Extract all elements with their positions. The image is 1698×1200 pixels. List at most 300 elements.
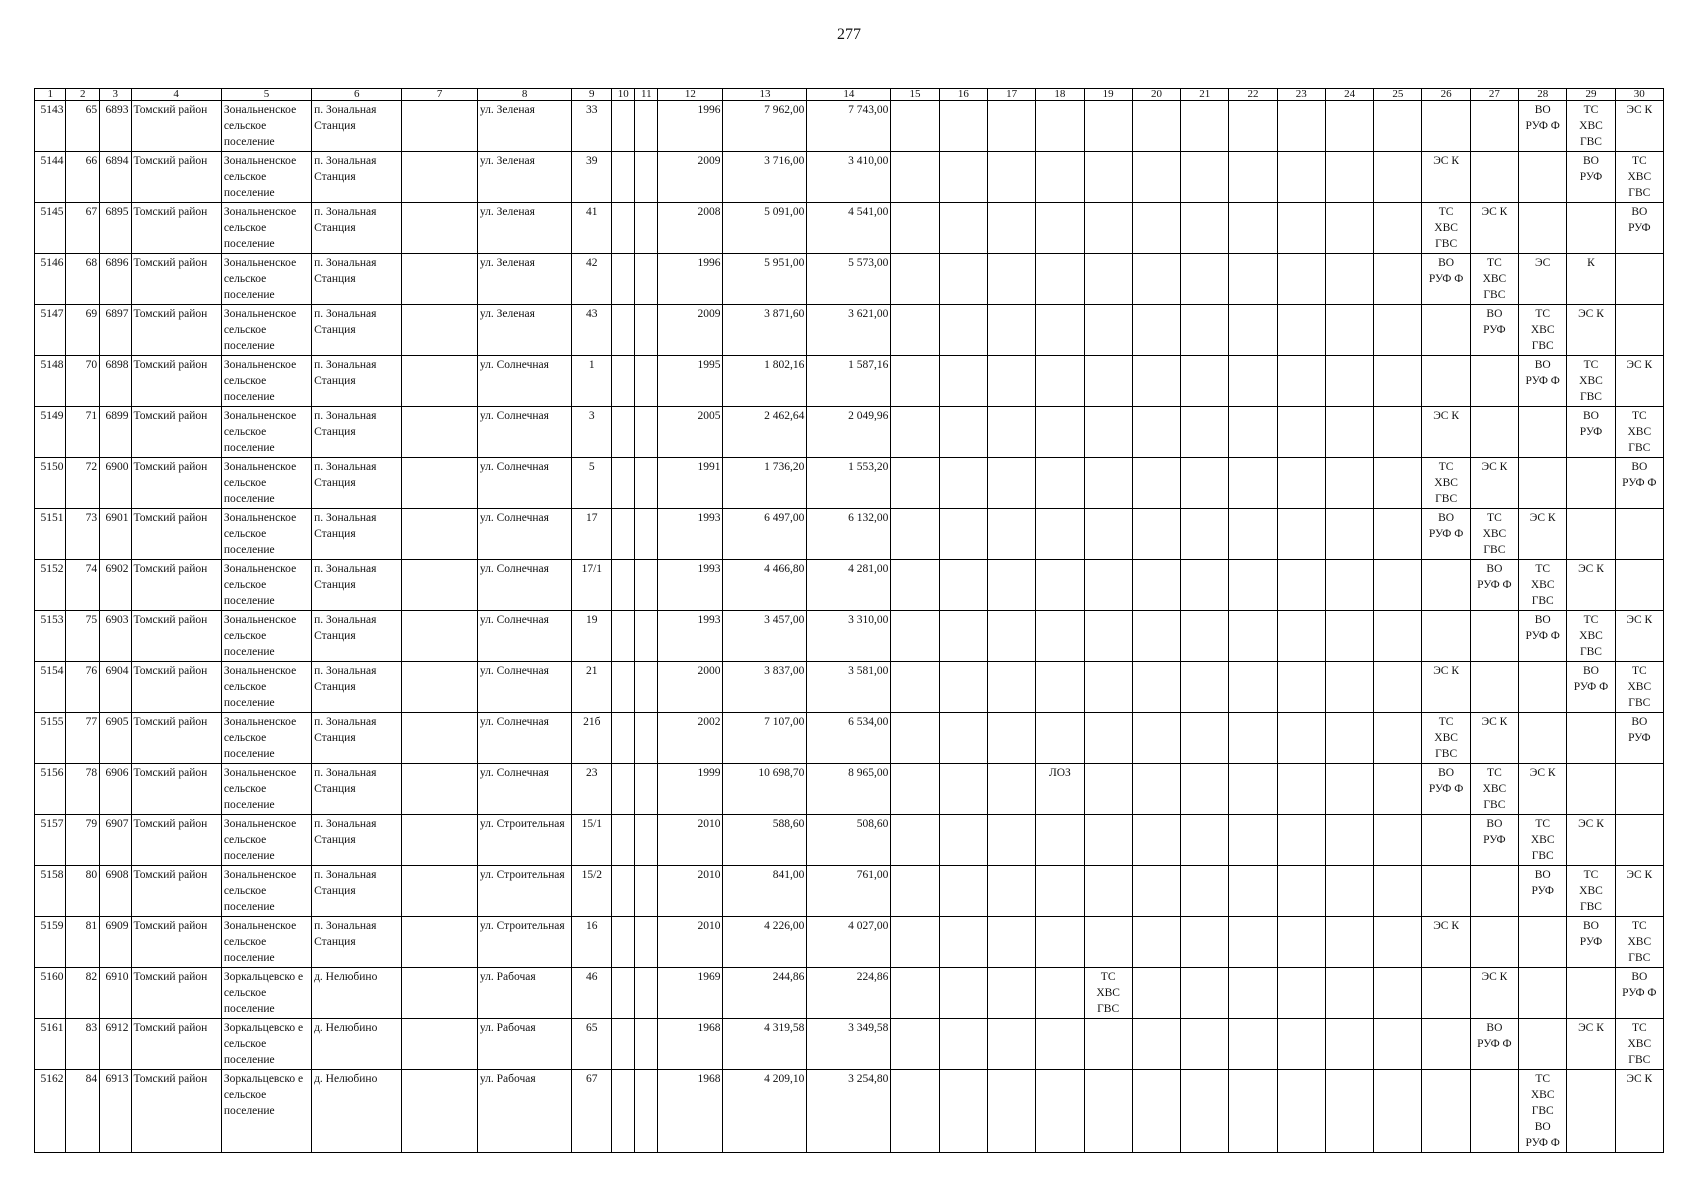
cell-col-19 [1084, 713, 1132, 764]
cell-col-1: 5151 [35, 509, 66, 560]
cell-col-22 [1229, 1019, 1277, 1070]
cell-col-24 [1325, 407, 1373, 458]
cell-col-21 [1181, 1019, 1229, 1070]
cell-col-19 [1084, 203, 1132, 254]
cell-col-27: ВО РУФ Ф [1470, 560, 1518, 611]
cell-col-13: 3 871,60 [723, 305, 807, 356]
cell-col-8: ул. Солнечная [477, 764, 571, 815]
cell-col-9: 42 [572, 254, 612, 305]
cell-col-4: Томский район [131, 815, 221, 866]
cell-col-17 [987, 764, 1035, 815]
cell-col-10 [612, 815, 635, 866]
cell-col-20 [1132, 152, 1180, 203]
cell-col-10 [612, 254, 635, 305]
cell-col-6: п. Зональная Станция [312, 713, 402, 764]
cell-col-14: 7 743,00 [807, 101, 891, 152]
cell-col-18 [1036, 203, 1084, 254]
cell-col-25 [1374, 611, 1422, 662]
cell-col-4: Томский район [131, 101, 221, 152]
cell-col-30: ЭС К [1615, 101, 1663, 152]
cell-col-7 [402, 203, 478, 254]
table-row [35, 560, 1664, 611]
cell-col-10 [612, 713, 635, 764]
cell-col-17 [987, 305, 1035, 356]
cell-col-7 [402, 356, 478, 407]
cell-col-17 [987, 152, 1035, 203]
cell-col-26 [1422, 611, 1470, 662]
cell-col-2: 81 [66, 917, 100, 968]
cell-col-8: ул. Зеленая [477, 203, 571, 254]
cell-col-20 [1132, 1019, 1180, 1070]
cell-col-6: п. Зональная Станция [312, 917, 402, 968]
column-header-18: 18 [1036, 89, 1084, 101]
cell-col-26: ВО РУФ Ф [1422, 509, 1470, 560]
cell-col-21 [1181, 713, 1229, 764]
cell-col-23 [1277, 764, 1325, 815]
cell-col-20 [1132, 866, 1180, 917]
cell-col-20 [1132, 203, 1180, 254]
cell-col-30: ТС ХВС ГВС [1615, 662, 1663, 713]
cell-col-11 [635, 1070, 658, 1153]
cell-col-13: 5 951,00 [723, 254, 807, 305]
cell-col-15 [891, 407, 939, 458]
column-header-12: 12 [658, 89, 723, 101]
cell-col-15 [891, 101, 939, 152]
cell-col-29 [1567, 764, 1615, 815]
cell-col-10 [612, 866, 635, 917]
cell-col-29 [1567, 203, 1615, 254]
cell-col-25 [1374, 356, 1422, 407]
table-row [35, 662, 1664, 713]
cell-col-20 [1132, 764, 1180, 815]
cell-col-23 [1277, 917, 1325, 968]
cell-col-1: 5148 [35, 356, 66, 407]
cell-col-8: ул. Солнечная [477, 662, 571, 713]
cell-col-17 [987, 866, 1035, 917]
cell-col-23 [1277, 1070, 1325, 1153]
cell-col-15 [891, 611, 939, 662]
cell-col-6: п. Зональная Станция [312, 458, 402, 509]
cell-col-5: Зональненское сельское поселение [221, 254, 311, 305]
cell-col-8: ул. Рабочая [477, 968, 571, 1019]
cell-col-26: ЭС К [1422, 917, 1470, 968]
table-row [35, 458, 1664, 509]
cell-col-13: 588,60 [723, 815, 807, 866]
cell-col-15 [891, 764, 939, 815]
cell-col-18 [1036, 611, 1084, 662]
cell-col-27 [1470, 407, 1518, 458]
column-header-16: 16 [939, 89, 987, 101]
cell-col-16 [939, 101, 987, 152]
cell-col-10 [612, 152, 635, 203]
cell-col-23 [1277, 866, 1325, 917]
cell-col-29: ВО РУФ [1567, 917, 1615, 968]
cell-col-13: 4 466,80 [723, 560, 807, 611]
cell-col-21 [1181, 866, 1229, 917]
cell-col-12: 1993 [658, 509, 723, 560]
cell-col-21 [1181, 815, 1229, 866]
cell-col-17 [987, 662, 1035, 713]
column-header-20: 20 [1132, 89, 1180, 101]
cell-col-11 [635, 101, 658, 152]
cell-col-3: 6913 [100, 1070, 131, 1153]
cell-col-1: 5153 [35, 611, 66, 662]
cell-col-7 [402, 1019, 478, 1070]
cell-col-5: Зональненское сельское поселение [221, 509, 311, 560]
cell-col-19 [1084, 407, 1132, 458]
cell-col-4: Томский район [131, 458, 221, 509]
cell-col-2: 78 [66, 764, 100, 815]
cell-col-29: К [1567, 254, 1615, 305]
cell-col-17 [987, 458, 1035, 509]
cell-col-2: 76 [66, 662, 100, 713]
cell-col-21 [1181, 611, 1229, 662]
cell-col-15 [891, 1019, 939, 1070]
cell-col-15 [891, 152, 939, 203]
cell-col-16 [939, 458, 987, 509]
cell-col-8: ул. Рабочая [477, 1019, 571, 1070]
cell-col-25 [1374, 305, 1422, 356]
cell-col-4: Томский район [131, 560, 221, 611]
cell-col-28: ЭС К [1519, 764, 1567, 815]
cell-col-3: 6910 [100, 968, 131, 1019]
cell-col-29 [1567, 1070, 1615, 1153]
cell-col-6: п. Зональная Станция [312, 203, 402, 254]
cell-col-5: Зональненское сельское поселение [221, 713, 311, 764]
cell-col-16 [939, 152, 987, 203]
cell-col-6: п. Зональная Станция [312, 815, 402, 866]
cell-col-19 [1084, 1070, 1132, 1153]
cell-col-15 [891, 203, 939, 254]
cell-col-8: ул. Солнечная [477, 356, 571, 407]
cell-col-30 [1615, 560, 1663, 611]
cell-col-27: ТС ХВС ГВС [1470, 764, 1518, 815]
cell-col-26 [1422, 356, 1470, 407]
cell-col-24 [1325, 611, 1373, 662]
cell-col-24 [1325, 815, 1373, 866]
cell-col-9: 17/1 [572, 560, 612, 611]
cell-col-26: ТС ХВС ГВС [1422, 458, 1470, 509]
cell-col-24 [1325, 101, 1373, 152]
cell-col-19 [1084, 611, 1132, 662]
cell-col-23 [1277, 662, 1325, 713]
cell-col-13: 7 962,00 [723, 101, 807, 152]
cell-col-7 [402, 1070, 478, 1153]
cell-col-11 [635, 356, 658, 407]
cell-col-17 [987, 1070, 1035, 1153]
cell-col-7 [402, 713, 478, 764]
cell-col-21 [1181, 509, 1229, 560]
column-header-28: 28 [1519, 89, 1567, 101]
cell-col-26 [1422, 866, 1470, 917]
cell-col-3: 6900 [100, 458, 131, 509]
cell-col-27: ВО РУФ [1470, 815, 1518, 866]
cell-col-30: ЭС К [1615, 356, 1663, 407]
cell-col-13: 1 736,20 [723, 458, 807, 509]
cell-col-13: 2 462,64 [723, 407, 807, 458]
cell-col-1: 5156 [35, 764, 66, 815]
cell-col-3: 6893 [100, 101, 131, 152]
cell-col-11 [635, 203, 658, 254]
cell-col-18 [1036, 407, 1084, 458]
cell-col-21 [1181, 560, 1229, 611]
cell-col-28 [1519, 968, 1567, 1019]
cell-col-27 [1470, 866, 1518, 917]
cell-col-21 [1181, 203, 1229, 254]
cell-col-13: 10 698,70 [723, 764, 807, 815]
cell-col-24 [1325, 254, 1373, 305]
cell-col-24 [1325, 152, 1373, 203]
cell-col-27: ВО РУФ Ф [1470, 1019, 1518, 1070]
cell-col-20 [1132, 611, 1180, 662]
cell-col-18 [1036, 101, 1084, 152]
cell-col-18 [1036, 305, 1084, 356]
cell-col-26 [1422, 1019, 1470, 1070]
cell-col-27: ЭС К [1470, 713, 1518, 764]
cell-col-26: ВО РУФ Ф [1422, 254, 1470, 305]
cell-col-4: Томский район [131, 1070, 221, 1153]
cell-col-23 [1277, 815, 1325, 866]
cell-col-30: ВО РУФ Ф [1615, 968, 1663, 1019]
cell-col-5: Зональненское сельское поселение [221, 611, 311, 662]
cell-col-2: 82 [66, 968, 100, 1019]
cell-col-1: 5152 [35, 560, 66, 611]
cell-col-11 [635, 254, 658, 305]
cell-col-20 [1132, 1070, 1180, 1153]
cell-col-9: 43 [572, 305, 612, 356]
cell-col-8: ул. Солнечная [477, 407, 571, 458]
cell-col-12: 1995 [658, 356, 723, 407]
cell-col-15 [891, 509, 939, 560]
cell-col-2: 66 [66, 152, 100, 203]
cell-col-1: 5146 [35, 254, 66, 305]
cell-col-13: 5 091,00 [723, 203, 807, 254]
cell-col-19 [1084, 764, 1132, 815]
cell-col-11 [635, 560, 658, 611]
cell-col-12: 2002 [658, 713, 723, 764]
cell-col-28: ВО РУФ Ф [1519, 101, 1567, 152]
cell-col-18 [1036, 356, 1084, 407]
cell-col-26: ТС ХВС ГВС [1422, 203, 1470, 254]
cell-col-20 [1132, 509, 1180, 560]
cell-col-12: 2010 [658, 917, 723, 968]
cell-col-22 [1229, 407, 1277, 458]
cell-col-21 [1181, 152, 1229, 203]
cell-col-12: 1969 [658, 968, 723, 1019]
cell-col-16 [939, 968, 987, 1019]
cell-col-3: 6898 [100, 356, 131, 407]
cell-col-26: ВО РУФ Ф [1422, 764, 1470, 815]
cell-col-5: Зональненское сельское поселение [221, 152, 311, 203]
column-header-30: 30 [1615, 89, 1663, 101]
cell-col-24 [1325, 203, 1373, 254]
cell-col-23 [1277, 203, 1325, 254]
cell-col-21 [1181, 1070, 1229, 1153]
cell-col-4: Томский район [131, 713, 221, 764]
cell-col-19 [1084, 917, 1132, 968]
cell-col-23 [1277, 713, 1325, 764]
cell-col-7 [402, 866, 478, 917]
cell-col-28: ЭС [1519, 254, 1567, 305]
cell-col-24 [1325, 305, 1373, 356]
cell-col-21 [1181, 917, 1229, 968]
cell-col-27 [1470, 101, 1518, 152]
cell-col-27: ЭС К [1470, 968, 1518, 1019]
cell-col-15 [891, 866, 939, 917]
table-row [35, 1019, 1664, 1070]
cell-col-5: Зональненское сельское поселение [221, 101, 311, 152]
cell-col-24 [1325, 662, 1373, 713]
register-table [34, 88, 1664, 1153]
cell-col-17 [987, 611, 1035, 662]
cell-col-25 [1374, 764, 1422, 815]
cell-col-19 [1084, 458, 1132, 509]
table-row [35, 356, 1664, 407]
cell-col-23 [1277, 407, 1325, 458]
cell-col-28: ТС ХВС ГВС [1519, 560, 1567, 611]
cell-col-8: ул. Строительная [477, 917, 571, 968]
cell-col-6: п. Зональная Станция [312, 662, 402, 713]
cell-col-2: 83 [66, 1019, 100, 1070]
cell-col-8: ул. Солнечная [477, 509, 571, 560]
cell-col-29 [1567, 713, 1615, 764]
cell-col-14: 1 553,20 [807, 458, 891, 509]
cell-col-7 [402, 254, 478, 305]
cell-col-20 [1132, 458, 1180, 509]
cell-col-16 [939, 203, 987, 254]
cell-col-4: Томский район [131, 917, 221, 968]
cell-col-14: 761,00 [807, 866, 891, 917]
cell-col-10 [612, 203, 635, 254]
cell-col-14: 1 587,16 [807, 356, 891, 407]
column-header-26: 26 [1422, 89, 1470, 101]
cell-col-12: 2000 [658, 662, 723, 713]
cell-col-1: 5158 [35, 866, 66, 917]
cell-col-30: ТС ХВС ГВС [1615, 1019, 1663, 1070]
cell-col-8: ул. Солнечная [477, 713, 571, 764]
cell-col-5: Зональненское сельское поселение [221, 815, 311, 866]
cell-col-28: ТС ХВС ГВС [1519, 305, 1567, 356]
cell-col-19 [1084, 509, 1132, 560]
cell-col-21 [1181, 356, 1229, 407]
cell-col-14: 6 534,00 [807, 713, 891, 764]
cell-col-21 [1181, 764, 1229, 815]
cell-col-22 [1229, 254, 1277, 305]
cell-col-30: ВО РУФ [1615, 713, 1663, 764]
cell-col-8: ул. Зеленая [477, 254, 571, 305]
cell-col-23 [1277, 509, 1325, 560]
cell-col-17 [987, 101, 1035, 152]
cell-col-11 [635, 152, 658, 203]
cell-col-3: 6906 [100, 764, 131, 815]
column-header-23: 23 [1277, 89, 1325, 101]
cell-col-3: 6905 [100, 713, 131, 764]
cell-col-2: 69 [66, 305, 100, 356]
cell-col-20 [1132, 305, 1180, 356]
cell-col-16 [939, 917, 987, 968]
cell-col-12: 2008 [658, 203, 723, 254]
cell-col-16 [939, 764, 987, 815]
cell-col-3: 6899 [100, 407, 131, 458]
cell-col-21 [1181, 305, 1229, 356]
cell-col-19 [1084, 152, 1132, 203]
cell-col-16 [939, 560, 987, 611]
cell-col-26 [1422, 1070, 1470, 1153]
cell-col-4: Томский район [131, 968, 221, 1019]
cell-col-16 [939, 866, 987, 917]
cell-col-20 [1132, 254, 1180, 305]
table-row [35, 866, 1664, 917]
cell-col-7 [402, 764, 478, 815]
cell-col-2: 70 [66, 356, 100, 407]
cell-col-25 [1374, 203, 1422, 254]
cell-col-28: ТС ХВС ГВС ВО РУФ Ф [1519, 1070, 1567, 1153]
column-header-10: 10 [612, 89, 635, 101]
cell-col-27 [1470, 662, 1518, 713]
cell-col-26: ТС ХВС ГВС [1422, 713, 1470, 764]
column-header-7: 7 [402, 89, 478, 101]
table-row [35, 917, 1664, 968]
cell-col-7 [402, 662, 478, 713]
cell-col-16 [939, 356, 987, 407]
column-header-29: 29 [1567, 89, 1615, 101]
cell-col-2: 74 [66, 560, 100, 611]
cell-col-12: 1996 [658, 254, 723, 305]
cell-col-11 [635, 968, 658, 1019]
cell-col-25 [1374, 254, 1422, 305]
cell-col-1: 5147 [35, 305, 66, 356]
cell-col-5: Зональненское сельское поселение [221, 305, 311, 356]
cell-col-9: 33 [572, 101, 612, 152]
cell-col-18 [1036, 968, 1084, 1019]
cell-col-15 [891, 713, 939, 764]
table-row [35, 1070, 1664, 1153]
table-body [35, 101, 1664, 1153]
cell-col-14: 2 049,96 [807, 407, 891, 458]
cell-col-5: Зональненское сельское поселение [221, 764, 311, 815]
cell-col-3: 6904 [100, 662, 131, 713]
cell-col-30 [1615, 254, 1663, 305]
cell-col-27 [1470, 356, 1518, 407]
cell-col-25 [1374, 662, 1422, 713]
cell-col-30 [1615, 305, 1663, 356]
column-header-9: 9 [572, 89, 612, 101]
cell-col-14: 3 254,80 [807, 1070, 891, 1153]
column-header-2: 2 [66, 89, 100, 101]
cell-col-6: д. Нелюбино [312, 968, 402, 1019]
cell-col-28 [1519, 917, 1567, 968]
cell-col-2: 67 [66, 203, 100, 254]
cell-col-6: п. Зональная Станция [312, 764, 402, 815]
cell-col-10 [612, 662, 635, 713]
cell-col-3: 6909 [100, 917, 131, 968]
cell-col-6: п. Зональная Станция [312, 407, 402, 458]
cell-col-3: 6903 [100, 611, 131, 662]
cell-col-22 [1229, 305, 1277, 356]
cell-col-15 [891, 968, 939, 1019]
cell-col-19: ТС ХВС ГВС [1084, 968, 1132, 1019]
cell-col-30: ТС ХВС ГВС [1615, 917, 1663, 968]
cell-col-10 [612, 458, 635, 509]
table-row [35, 509, 1664, 560]
cell-col-28 [1519, 713, 1567, 764]
cell-col-22 [1229, 509, 1277, 560]
cell-col-17 [987, 356, 1035, 407]
table-row [35, 611, 1664, 662]
cell-col-1: 5155 [35, 713, 66, 764]
cell-col-4: Томский район [131, 866, 221, 917]
cell-col-18: ЛОЗ [1036, 764, 1084, 815]
